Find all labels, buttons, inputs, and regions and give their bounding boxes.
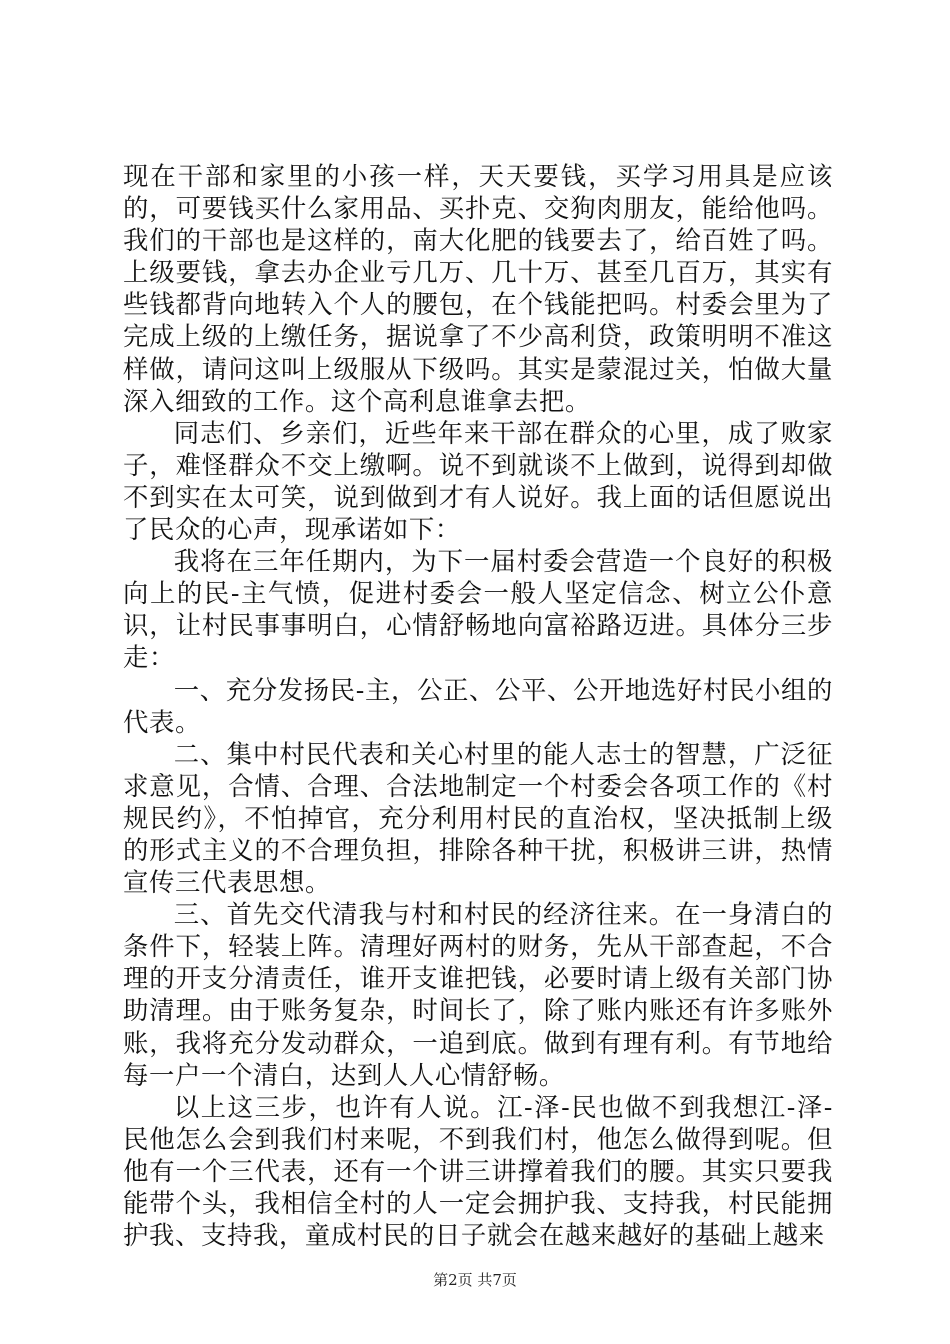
page-footer xyxy=(0,1270,950,1290)
document-body xyxy=(123,160,833,1251)
body-paragraph-1: 现在干部和家里的小孩一样，天天要钱，买学习用具是应该的，可要钱买什么家用品、买扑克、交狗肉朋友，能给他吗。我们的干部也是这样的，南大化肥的钱要去了，给百姓了吗。上级要钱，拿去办企业亏几万、几十万、甚至几百万，其实有些钱都背向地转入个人的腰包，在个钱能把吗。村委会里为了完成上级的上缴任务，据说拿了不少高利贷，政策明明不准这样做，请问这叫上级服从下级吗。其实是蒙混过关，怕做大量深入细致的工作。这个高利息谁拿去把。 xyxy=(123,161,833,416)
body-paragraph-4: 一、充分发扬民-主，公正、公平、公开地选好村民小组的代表。 xyxy=(123,674,833,737)
body-paragraph-7: 以上这三步，也许有人说。江-泽-民也做不到我想江-泽-民他怎么会到我们村来呢，不到我们村，他怎么做得到呢。但他有一个三代表，还有一个讲三讲撑着我们的腰。其实只要我能带个头，我相信全村的人一定会拥护我、支持我，村民能拥护我、支持我，童成村民的日子就会在越来越好的基础上越来 xyxy=(123,1091,833,1251)
body-paragraph-5: 二、集中村民代表和关心村里的能人志士的智慧，广泛征求意见，合情、合理、合法地制定一个村委会各项工作的《村规民约》，不怕掉官，充分利用村民的直治权，坚决抵制上级的形式主义的不合理负担，排除各种干扰，积极讲三讲，热情宣传三代表思想。 xyxy=(123,738,833,898)
body-paragraph-6: 三、首先交代清我与村和村民的经济往来。在一身清白的条件下，轻装上阵。清理好两村的财务，先从干部查起，不合理的开支分清责任，谁开支谁把钱，必要时请上级有关部门协助清理。由于账务复杂，时间长了，除了账内账还有许多账外账，我将充分发动群众，一追到底。做到有理有利。有节地给每一户一个清白，达到人人心情舒畅。 xyxy=(123,899,833,1090)
body-paragraph-3: 我将在三年任期内，为下一届村委会营造一个良好的积极向上的民-主气愤，促进村委会一般人坚定信念、树立公仆意识，让村民事事明白，心情舒畅地向富裕路迈进。具体分三步走： xyxy=(123,546,833,673)
body-paragraph-2: 同志们、乡亲们，近些年来干部在群众的心里，成了败家子，难怪群众不交上缴啊。说不到就谈不上做到，说得到却做不到实在太可笑，说到做到才有人说好。我上面的话但愿说出了民众的心声，现承诺如下： xyxy=(123,417,833,545)
page-number-label: 第2页 共7页 xyxy=(433,1271,517,1289)
